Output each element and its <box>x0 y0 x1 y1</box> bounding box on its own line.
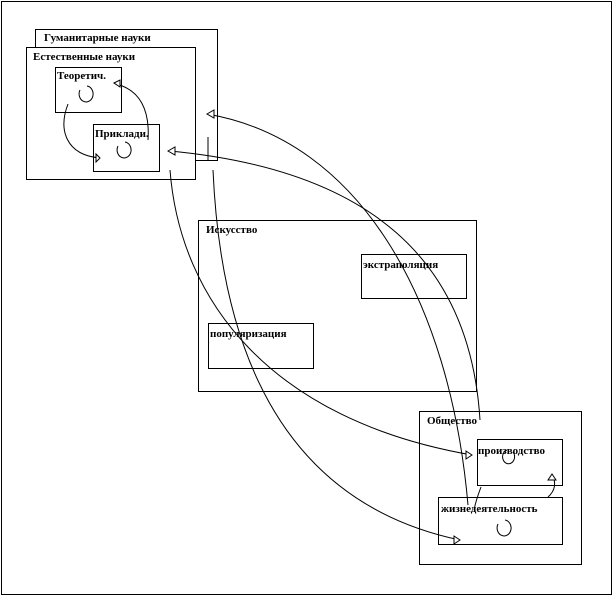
humanities-label: Гуманитарные науки <box>44 32 151 44</box>
society-label: Общество <box>427 415 478 427</box>
popularization-label: популяризация <box>210 328 287 340</box>
natural-sciences-label: Естественные науки <box>33 51 136 63</box>
production-label: производство <box>478 445 545 457</box>
extrapolation-label: экстраполяция <box>363 259 439 271</box>
applied-label: Приклади. <box>95 128 149 140</box>
life-activity-label: жизнедеятельность <box>441 503 538 515</box>
theoretical-label: Теоретич. <box>57 70 106 82</box>
art-label: Искусство <box>206 224 258 236</box>
